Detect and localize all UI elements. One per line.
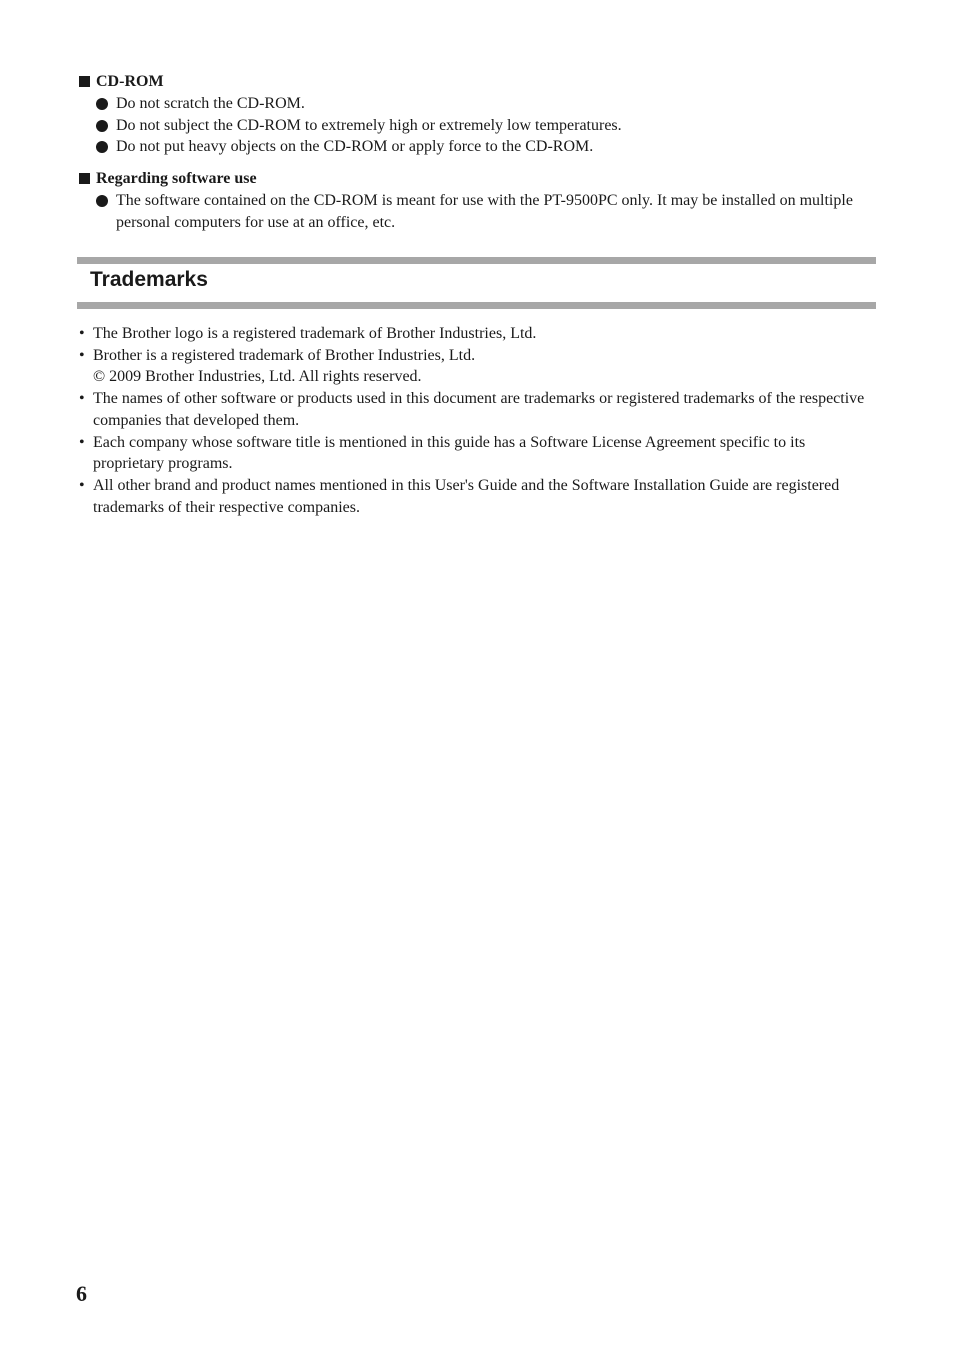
trademarks-list <box>77 323 876 518</box>
copyright-notice: © 2009 Brother Industries, Ltd. All rights reserved. <box>93 368 422 386</box>
list-item: • The names of other software or products used in this document are trademarks or registered trademarks of the respective companies that developed them. <box>79 390 865 429</box>
list-item: • The Brother logo is a registered trademark of Brother Industries, Ltd. <box>77 323 876 345</box>
circle-bullet-icon <box>96 120 108 132</box>
list-item: Do not put heavy objects on the CD-ROM or apply force to the CD-ROM. <box>96 136 876 158</box>
list-item: • All other brand and product names mentioned in this User's Guide and the Software Installation Guide are registered trademarks of their respective companies. <box>79 476 840 516</box>
list-item: The software contained on the CD-ROM is meant for use with the PT-9500PC only. It may be installed on multiple personal computers for use at an office, etc. <box>96 190 876 233</box>
bullet-icon: • <box>79 390 85 408</box>
list-item: • Each company whose software title is mentioned in this guide has a Software License Agreement specific to its proprietary programs. <box>79 433 806 473</box>
section-divider-top <box>77 257 876 264</box>
software-use-heading: Regarding software use <box>79 169 257 189</box>
list-item: Do not scratch the CD-ROM. <box>96 93 876 115</box>
bullet-icon: • <box>79 325 85 342</box>
list-item: • Brother is a registered trademark of Brother Industries, Ltd. © 2009 Brother Industries, Ltd. All rights reserved. <box>77 345 876 388</box>
page-number: 6 <box>76 1281 87 1306</box>
square-bullet-icon <box>79 173 90 184</box>
trademarks-title: Trademarks <box>90 268 208 291</box>
section-divider-bottom <box>77 302 876 309</box>
bullet-icon: • <box>79 433 85 451</box>
square-bullet-icon <box>79 76 90 87</box>
bullet-icon: • <box>79 346 85 364</box>
circle-bullet-icon <box>96 195 108 207</box>
circle-bullet-icon <box>96 141 108 153</box>
software-use-list <box>96 190 876 233</box>
cdrom-heading: CD-ROM <box>79 72 164 92</box>
cdrom-list <box>96 93 876 158</box>
circle-bullet-icon <box>96 98 108 110</box>
list-item: Do not subject the CD-ROM to extremely high or extremely low temperatures. <box>96 115 876 137</box>
bullet-icon: • <box>79 476 85 494</box>
